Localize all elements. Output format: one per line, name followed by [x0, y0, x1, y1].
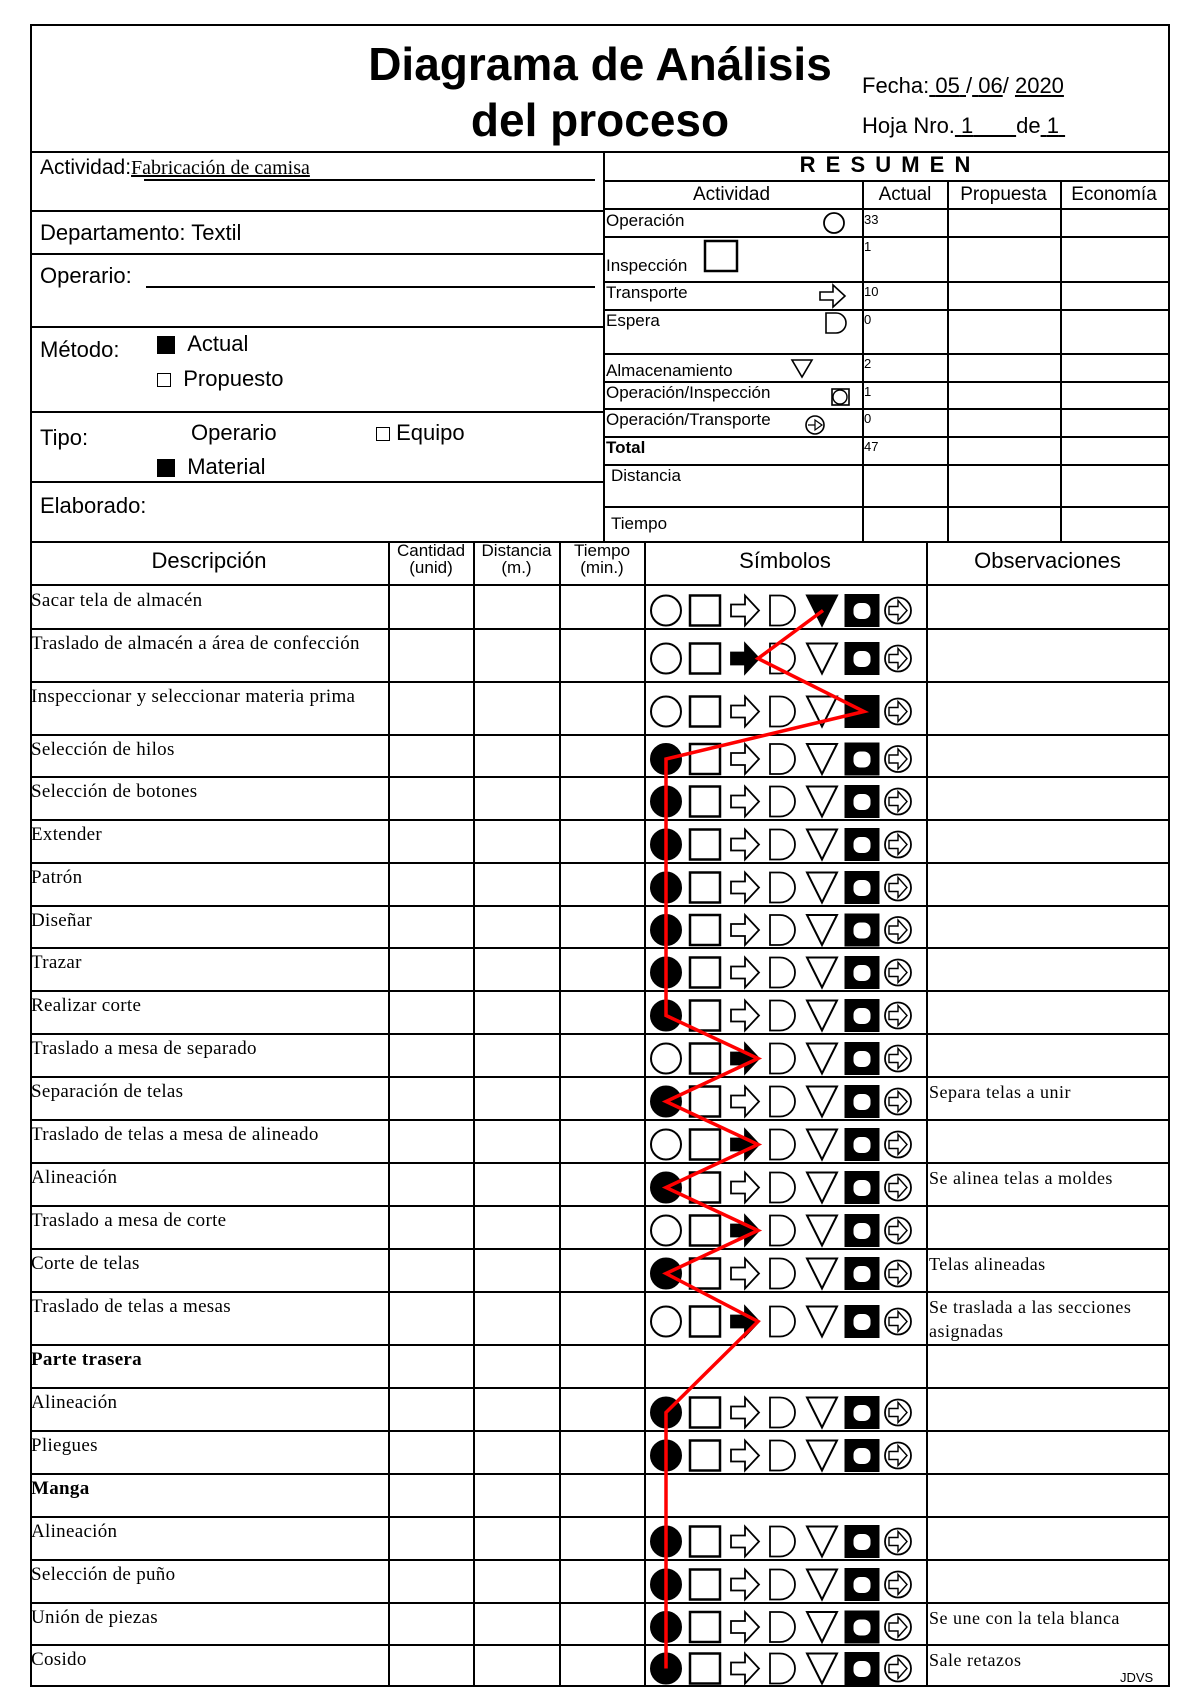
resumen-row-actual: 33: [864, 212, 879, 227]
delay-icon: [770, 1398, 795, 1428]
resumen-col-economia: Economía: [1071, 184, 1157, 205]
op-transport-arrow-icon: [889, 601, 907, 621]
delay-icon: [770, 1570, 795, 1600]
flow-line: [666, 611, 864, 1669]
inspection-icon: [690, 1570, 720, 1600]
op-transport-arrow-icon: [889, 749, 907, 769]
table-row-description: Alineación: [31, 1521, 118, 1542]
delay-icon: [770, 1259, 795, 1289]
op-transport-arrow-icon: [889, 920, 907, 940]
table-row-description: Manga: [31, 1478, 90, 1499]
tipo-equipo: Equipo: [376, 420, 465, 446]
resumen-row-actual: 0: [864, 312, 872, 327]
inspection-icon: [690, 915, 720, 945]
table-row-description: Sacar tela de almacén: [31, 590, 203, 611]
fecha-day: 05: [935, 73, 960, 98]
table-row-description: Inspeccionar y seleccionar materia prima: [31, 686, 356, 707]
resumen-row-label: Total: [606, 438, 646, 457]
tipo-material: Material: [157, 454, 265, 480]
storage-icon: [807, 1570, 837, 1600]
storage-icon: [807, 1441, 837, 1471]
hoja-label: Hoja Nro.: [862, 113, 955, 138]
hoja-num: 1: [961, 113, 974, 138]
op-transport-arrow-icon: [889, 1178, 907, 1198]
inspection-icon: [690, 1001, 720, 1031]
storage-icon: [807, 1307, 837, 1337]
table-row-description: Traslado de telas a mesa de alineado: [31, 1124, 319, 1145]
op-inspection-inner-icon: [853, 1577, 871, 1594]
operation-icon: [651, 697, 681, 727]
col-tiempo: Tiempo (min.): [573, 541, 631, 577]
transport-icon: [731, 1087, 759, 1117]
delay-icon: [770, 744, 795, 774]
delay-icon: [770, 1654, 795, 1684]
table-row-description: Traslado de almacén a área de confección: [31, 633, 360, 654]
metodo-label: Método:: [40, 337, 120, 362]
op-transport-arrow-icon: [889, 1092, 907, 1112]
op-inspection-inner-icon: [853, 1223, 871, 1240]
op-inspection-inner-icon: [853, 1180, 871, 1197]
inspection-icon: [690, 1527, 720, 1557]
resumen-row-label: Transporte: [606, 283, 688, 302]
storage-icon: [807, 1001, 837, 1031]
storage-icon: [807, 1398, 837, 1428]
inspection-icon: [690, 1654, 720, 1684]
col-cantidad: Cantidad (unid): [396, 541, 466, 577]
delay-icon: [770, 787, 795, 817]
op-inspection-inner-icon: [853, 1661, 871, 1678]
transport-icon: [731, 1441, 759, 1471]
delay-icon: [770, 873, 795, 903]
transport-icon: [731, 596, 759, 626]
storage-icon: [807, 1216, 837, 1246]
inspection-icon: [690, 644, 720, 674]
transport-icon: [731, 1654, 759, 1684]
transport-icon: [731, 915, 759, 945]
table-row-description: Selección de puño: [31, 1564, 176, 1585]
storage-icon: [807, 1173, 837, 1203]
table-row-description: Parte trasera: [31, 1349, 142, 1370]
storage-icon: [807, 1527, 837, 1557]
op-transport-arrow-icon: [889, 1403, 907, 1423]
col-descripcion: Descripción: [151, 548, 267, 573]
transport-icon: [731, 744, 759, 774]
de-num: 1: [1046, 113, 1059, 138]
actividad-value: Fabricación de camisa: [131, 157, 310, 179]
actividad-label: Actividad:: [40, 156, 132, 179]
operation-icon: [651, 1130, 681, 1160]
storage-icon: [807, 1259, 837, 1289]
title-line-2: del proceso: [470, 94, 730, 146]
table-row-description: Pliegues: [31, 1435, 98, 1456]
delay-icon: [770, 1441, 795, 1471]
col-observaciones: Observaciones: [974, 548, 1121, 573]
fecha-month: 06: [978, 73, 1003, 98]
table-row-description: Realizar corte: [31, 995, 142, 1016]
op-transport-arrow-icon: [889, 1532, 907, 1552]
de-label: de: [1016, 113, 1041, 138]
op-transport-arrow-icon: [889, 1006, 907, 1026]
storage-icon: [807, 958, 837, 988]
table-row-observation: Sale retazos: [929, 1650, 1022, 1670]
storage-icon: [807, 644, 837, 674]
metodo-actual: Actual: [157, 331, 248, 357]
inspection-icon: [690, 1307, 720, 1337]
resumen-row-actual: 10: [864, 284, 879, 299]
table-row-description: Alineación: [31, 1392, 118, 1413]
title-line-1: Diagrama de Análisis: [368, 38, 832, 90]
table-row-description: Separación de telas: [31, 1081, 184, 1102]
storage-icon: [807, 1087, 837, 1117]
table-row-description: Cosido: [31, 1649, 87, 1670]
table-row-observation: Se une con la tela blanca: [929, 1608, 1120, 1628]
delay-icon: [770, 1001, 795, 1031]
storage-icon: [807, 873, 837, 903]
storage-icon: [807, 915, 837, 945]
delay-icon: [770, 1216, 795, 1246]
table-row-description: Extender: [31, 824, 102, 845]
inspection-icon: [690, 787, 720, 817]
delay-icon: [770, 1612, 795, 1642]
op-inspection-inner-icon: [853, 603, 871, 620]
delay-icon: [770, 830, 795, 860]
op-transport-arrow-icon: [889, 1049, 907, 1069]
resumen-title: R E S U M E N: [799, 152, 973, 177]
table-row-description: Patrón: [31, 867, 83, 888]
fecha: Fecha: 05 / 06/ 2020: [862, 73, 1064, 98]
op-transport-arrow-icon: [889, 1135, 907, 1155]
transport-icon: [731, 697, 759, 727]
delay-icon: [770, 958, 795, 988]
op-inspection-inner-icon: [853, 1619, 871, 1636]
operation-icon: [651, 596, 681, 626]
operation-icon: [651, 1307, 681, 1337]
elaborado-label: Elaborado:: [40, 493, 147, 518]
delay-icon: [770, 1307, 795, 1337]
col-distancia: Distancia (m.): [481, 541, 552, 577]
op-transport-arrow-icon: [889, 1221, 907, 1241]
table-row-description: Unión de piezas: [31, 1607, 158, 1628]
resumen-col-actividad: Actividad: [692, 184, 771, 205]
table-row-description: Diseñar: [31, 910, 93, 931]
table-row-observation: Se traslada a las secciones asignadas: [929, 1297, 1132, 1341]
resumen-row-actual: 0: [864, 411, 872, 426]
transport-icon: [731, 1001, 759, 1031]
op-inspection-inner-icon: [853, 1137, 871, 1154]
table-row-description: Selección de botones: [31, 781, 198, 802]
inspection-icon: [690, 1173, 720, 1203]
op-inspection-inner-icon: [853, 922, 871, 939]
storage-icon: [807, 744, 837, 774]
resumen-row-label: Operación/Transporte: [606, 410, 771, 429]
inspection-icon: [690, 1612, 720, 1642]
transport-icon: [731, 1612, 759, 1642]
resumen-row-label: Almacenamiento: [606, 361, 733, 380]
delay-icon: [770, 1044, 795, 1074]
inspection-icon: [690, 1130, 720, 1160]
operation-icon: [651, 644, 681, 674]
storage-icon: [807, 787, 837, 817]
table-row-description: Alineación: [31, 1167, 118, 1188]
resumen-row-label: Operación: [606, 211, 685, 230]
op-transport-arrow-icon: [889, 792, 907, 812]
tipo-operario: Operario: [191, 420, 277, 445]
storage-icon: [807, 1612, 837, 1642]
op-transport-arrow-icon: [889, 1617, 907, 1637]
resumen-row-label: Espera: [606, 311, 660, 330]
op-inspection-inner-icon: [853, 651, 871, 668]
tipo-label: Tipo:: [40, 425, 89, 450]
op-inspection-inner-icon: [853, 965, 871, 982]
op-transport-arrow-icon: [889, 963, 907, 983]
delay-icon: [770, 697, 795, 727]
op-inspection-inner-icon: [853, 794, 871, 811]
inspection-icon: [690, 1398, 720, 1428]
metodo-propuesto: Propuesto: [157, 366, 284, 392]
transport-icon: [731, 1398, 759, 1428]
op-inspection-inner-icon: [853, 1405, 871, 1422]
table-row-description: Corte de telas: [31, 1253, 140, 1274]
storage-icon: [807, 1654, 837, 1684]
resumen-row-label: Distancia: [611, 466, 681, 485]
op-transport-arrow-icon: [889, 1264, 907, 1284]
operation-icon: [651, 1044, 681, 1074]
op-inspection-inner-icon: [853, 880, 871, 897]
table-row-observation: Se alinea telas a moldes: [929, 1168, 1113, 1188]
inspection-icon: [690, 873, 720, 903]
storage-icon: [807, 1044, 837, 1074]
transport-icon: [731, 873, 759, 903]
op-inspection-inner-icon: [853, 1534, 871, 1551]
fecha-label: Fecha:: [862, 73, 930, 98]
transport-icon: [731, 1527, 759, 1557]
storage-icon: [807, 830, 837, 860]
fecha-year: 2020: [1014, 73, 1064, 98]
resumen-col-actual: Actual: [878, 184, 932, 205]
resumen-row-label: Tiempo: [611, 514, 668, 533]
inspection-icon: [690, 596, 720, 626]
table-row-description: Traslado de telas a mesas: [31, 1296, 231, 1317]
op-transport-arrow-icon: [889, 1312, 907, 1332]
resumen-row-actual: 1: [864, 384, 872, 399]
transport-icon: [731, 830, 759, 860]
resumen-row-label: Operación/Inspección: [606, 383, 771, 402]
op-inspection-inner-icon: [853, 751, 871, 768]
table-row-observation: Separa telas a unir: [929, 1082, 1071, 1102]
table-row-observation: Telas alineadas: [929, 1254, 1046, 1274]
footer-initials: JDVS: [1120, 1670, 1154, 1685]
resumen-row-actual: 1: [864, 239, 872, 254]
delay-icon: [770, 915, 795, 945]
transport-icon: [731, 1570, 759, 1600]
inspection-icon: [690, 830, 720, 860]
transport-icon: [731, 644, 759, 674]
delay-icon: [770, 1087, 795, 1117]
delay-icon: [770, 1130, 795, 1160]
inspection-icon: [690, 958, 720, 988]
resumen-row-actual: 47: [864, 439, 879, 454]
transport-icon: [731, 1259, 759, 1289]
inspection-icon: [690, 1216, 720, 1246]
op-transport-arrow-icon: [889, 1575, 907, 1595]
op-inspection-inner-icon: [853, 1266, 871, 1283]
op-inspection-inner-icon: [853, 1314, 871, 1331]
op-transport-arrow-icon: [889, 1446, 907, 1466]
resumen-row-label: Inspección: [606, 256, 688, 275]
delay-icon: [770, 1173, 795, 1203]
transport-icon: [731, 958, 759, 988]
op-transport-arrow-icon: [889, 649, 907, 669]
resumen-col-propuesta: Propuesta: [960, 184, 1047, 205]
resumen-row-actual: 2: [864, 356, 872, 371]
operario-label: Operario:: [40, 263, 132, 288]
op-transport-arrow-icon: [889, 702, 907, 722]
departamento: Departamento: Textil: [40, 220, 242, 245]
op-inspection-inner-icon: [853, 1008, 871, 1025]
inspection-icon: [690, 1441, 720, 1471]
inspection-icon: [690, 697, 720, 727]
transport-icon: [731, 787, 759, 817]
op-inspection-inner-icon: [853, 1094, 871, 1111]
inspection-icon: [690, 1259, 720, 1289]
delay-icon: [770, 596, 795, 626]
op-inspection-inner-icon: [853, 1051, 871, 1068]
op-transport-arrow-icon: [889, 1659, 907, 1679]
table-row-description: Traslado a mesa de corte: [31, 1210, 227, 1231]
inspection-icon: [690, 1087, 720, 1117]
delay-icon: [770, 1527, 795, 1557]
op-transport-arrow-icon: [889, 878, 907, 898]
table-row-description: Traslado a mesa de separado: [31, 1038, 257, 1059]
storage-icon: [807, 1130, 837, 1160]
op-transport-arrow-icon: [889, 835, 907, 855]
operation-icon: [651, 1216, 681, 1246]
col-simbolos: Símbolos: [739, 548, 831, 573]
op-inspection-inner-icon: [853, 1448, 871, 1465]
op-inspection-inner-icon: [853, 837, 871, 854]
inspection-icon: [690, 1044, 720, 1074]
table-row-description: Selección de hilos: [31, 739, 175, 760]
table-row-description: Trazar: [31, 952, 82, 973]
transport-icon: [731, 1173, 759, 1203]
